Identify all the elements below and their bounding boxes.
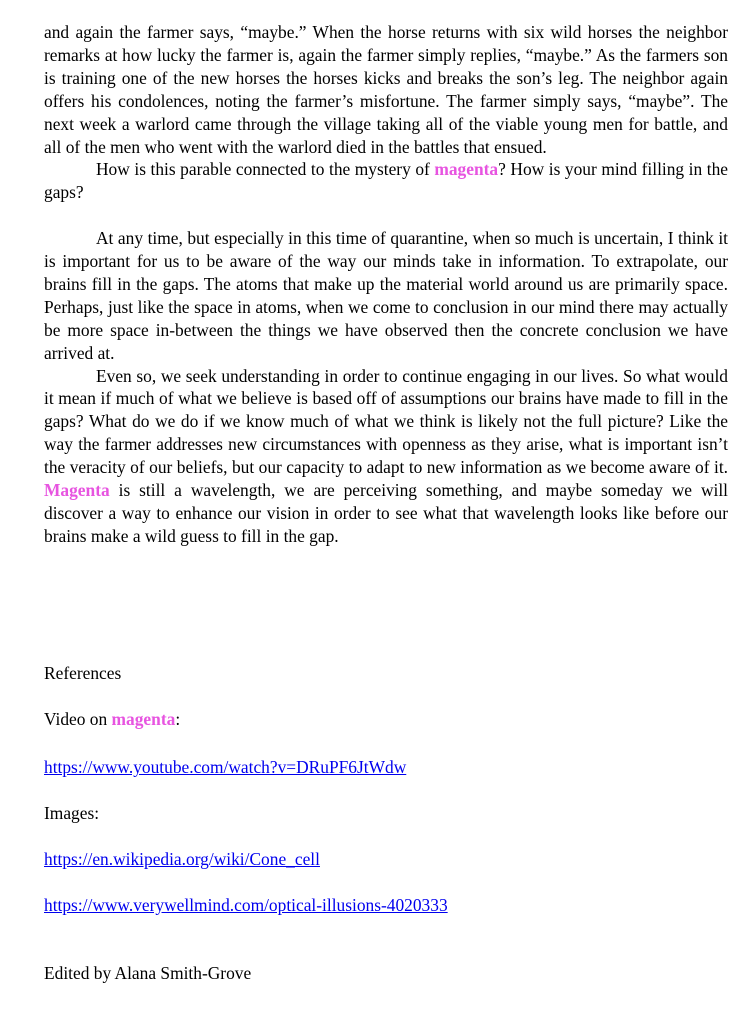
video-label-text: Video on [44, 709, 112, 729]
paragraph-parable-ending: and again the farmer says, “maybe.” When the horse returns with six wild horses the neighbor remarks at how lucky the farmer is, again the farmer simply replies, “maybe.” As the farmers son is training one of the new horses the horses kicks and breaks the son’s leg. The neighbor again offers his condolences, noting the farmer’s misfortune. The farmer simply says, “maybe”. The next week a warlord came through the village taking all of the viable young men for battle, and all of the men who went with the warlord died in the battles that ensued. [44, 22, 728, 157]
conclusion-text-start: Even so, we seek understanding in order to continue engaging in our lives. So what would it mean if much of what we believe is based off of assumptions our brains have made to fill in the gaps? What do we do if we know much of what we think is likely not the full picture? Like the way the farmer addresses new circumstances with openness as they arise, what is important isn’t the veracity of our beliefs, but our capacity to adapt to new information as we become aware of it. [44, 365, 728, 478]
keyword-magenta-video: magenta [111, 709, 176, 729]
keyword-magenta: magenta [434, 159, 499, 180]
editor-credit: Edited by Alana Smith-Grove [44, 963, 252, 983]
wikipedia-cone-cell-link[interactable]: https://en.wikipedia.org/wiki/Cone_cell [44, 849, 320, 869]
image-link-line-1 [44, 848, 320, 871]
images-label: Images: [44, 803, 100, 823]
question-text-end: ? How is your mind filling in the gaps? [44, 159, 728, 203]
video-label [44, 708, 180, 731]
conclusion-text-end: is still a wavelength, we are perceiving something, and maybe someday we will discover a way to enhance our vision in order to see what that wavelength looks like before our brains make a wild guess to fill in the gap. [44, 480, 728, 546]
verywellmind-illusions-link[interactable]: https://www.verywellmind.com/optical-illusions-4020333 [44, 895, 448, 915]
question-text-start: How is this parable connected to the mystery of [96, 159, 435, 180]
references-heading: References [44, 663, 122, 683]
video-link-line [44, 756, 406, 779]
youtube-video-link[interactable]: https://www.youtube.com/watch?v=DRuPF6JtWdw [44, 757, 407, 777]
video-label-colon: : [175, 709, 181, 729]
paragraph-quarantine: At any time, but especially in this time of quarantine, when so much is uncertain, I think it is important for us to be aware of the way our minds take in information. To extrapolate, our brains fill in the gaps. The atoms that make up the material world around us are primarily space. Perhaps, just like the space in atoms, when we come to conclusion in our mind there may actually be more space in-between the things we have observed then the concrete conclusion we have arrived at. [44, 228, 728, 363]
keyword-magenta-capitalized: Magenta [44, 480, 110, 501]
image-link-line-2 [44, 894, 448, 917]
references-section [44, 0, 728, 1024]
